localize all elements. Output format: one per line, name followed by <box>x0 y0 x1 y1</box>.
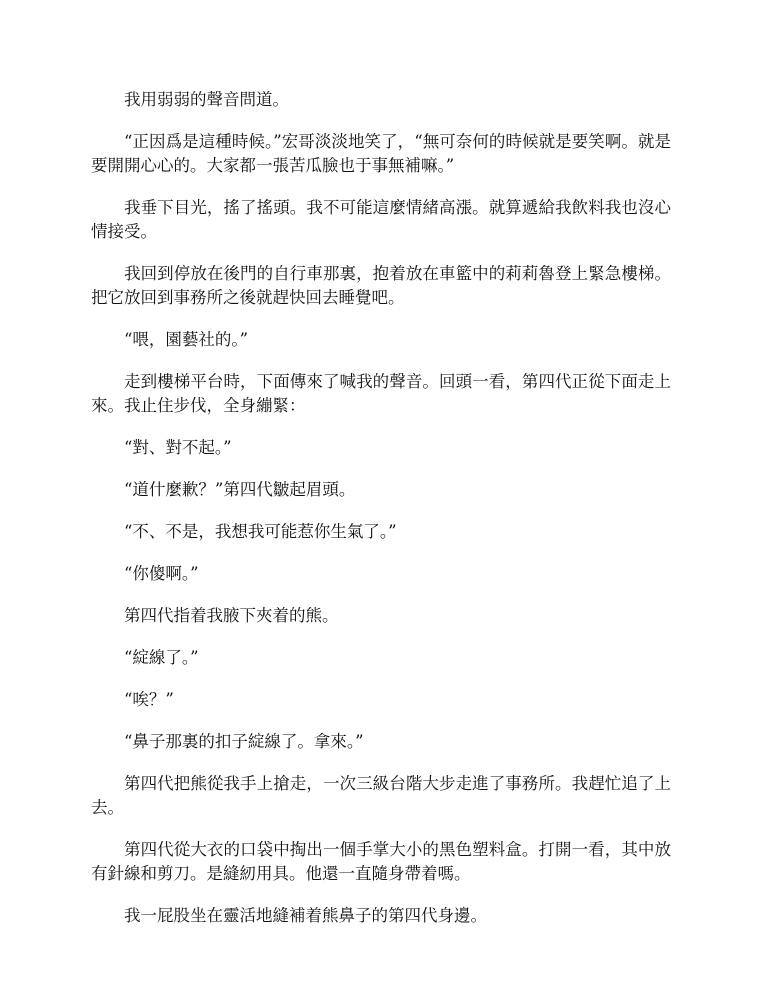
paragraph: “唉？” <box>124 690 174 709</box>
paragraph: 我用弱弱的聲音問道。 <box>124 90 289 109</box>
paragraph: “正因爲是這種時候。”宏哥淡淡地笑了，“無可奈何的時候就是要笑啊。就是要開開心心的。大家都一張苦瓜臉也于事無補嘛。” <box>91 132 671 175</box>
paragraph: “道什麼歉？”第四代皺起眉頭。 <box>124 480 356 499</box>
paragraph: 第四代從大衣的口袋中掏出一個手掌大小的黑色塑料盒。打開一看，其中放有針線和剪刀。是縫紉用具。他還一直隨身帶着嗎。 <box>91 840 671 883</box>
paragraph: “綻線了。” <box>124 648 199 667</box>
paragraph: 走到樓梯平台時，下面傳來了喊我的聲音。回頭一看，第四代正從下面走上來。我止住步伐，全身繃緊： <box>91 372 671 415</box>
paragraph: “不、不是，我想我可能惹你生氣了。” <box>124 522 397 541</box>
paragraph: 我一屁股坐在靈活地縫補着熊鼻子的第四代身邊。 <box>124 906 487 925</box>
paragraph: “對、對不起。” <box>124 438 232 457</box>
paragraph: “你傻啊。” <box>124 564 199 583</box>
paragraph: 我垂下目光，搖了搖頭。我不可能這麼情緒高漲。就算遞給我飲料我也沒心情接受。 <box>91 198 671 241</box>
paragraph: “喂，園藝社的。” <box>124 330 249 349</box>
paragraph: 第四代把熊從我手上搶走，一次三級台階大步走進了事務所。我趕忙追了上去。 <box>91 774 671 817</box>
paragraph: 我回到停放在後門的自行車那裏，抱着放在車籃中的莉莉魯登上緊急樓梯。把它放回到事務所之後就趕快回去睡覺吧。 <box>91 264 671 307</box>
paragraph: “鼻子那裏的扣子綻線了。拿來。” <box>124 732 364 751</box>
text-body <box>91 88 671 946</box>
paragraph: 第四代指着我腋下夾着的熊。 <box>124 606 339 625</box>
